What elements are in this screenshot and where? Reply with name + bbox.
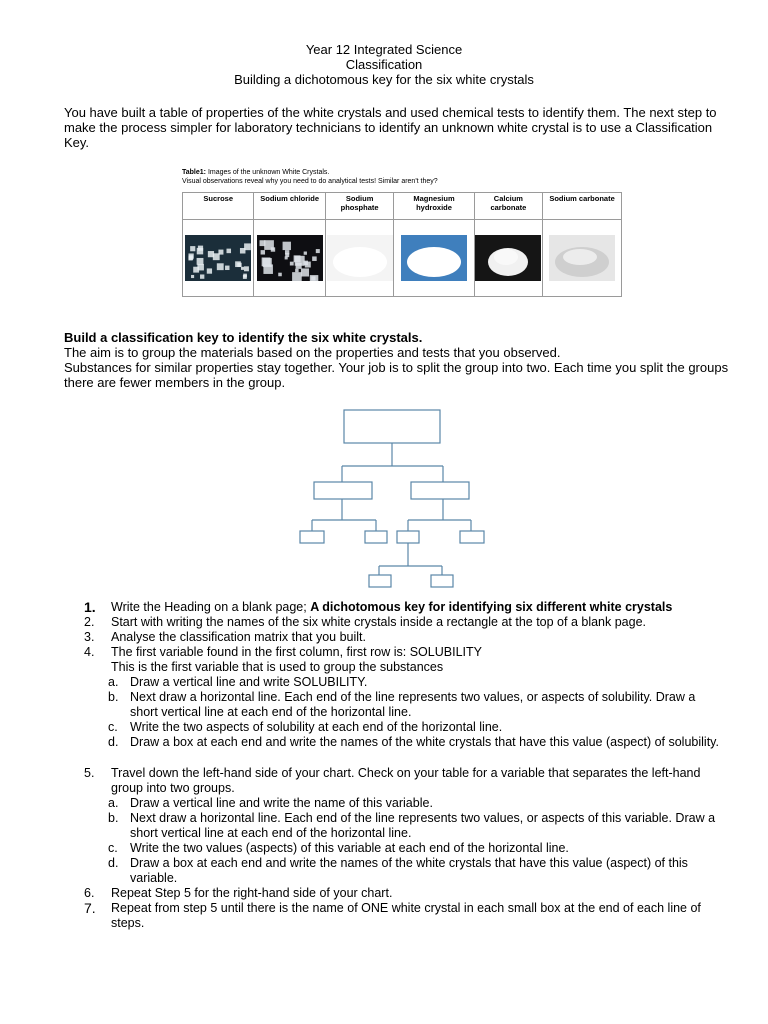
step-6-text: Repeat Step 5 for the right-hand side of your chart. — [111, 886, 393, 900]
crystal-grain — [303, 252, 306, 255]
level1-right-box — [411, 482, 469, 499]
crystal-table-figure — [182, 168, 625, 310]
step-5-text: Travel down the left-hand side of your chart. Check on your table for a variable that separates the left-hand group into two groups. — [111, 766, 701, 795]
step-4-text: The first variable found in the first column, first row is: SOLUBILITY — [111, 645, 482, 659]
crystal-grain — [260, 250, 264, 254]
step-1 — [84, 600, 724, 615]
section-title: Build a classification key to identify the six white crystals. — [64, 330, 423, 345]
leaf-box — [369, 575, 391, 587]
step-5d — [108, 856, 724, 886]
crystal-grain — [270, 247, 274, 251]
table-caption — [182, 168, 625, 186]
step-7-text: Repeat from step 5 until there is the name of ONE white crystal in each small box at the end of each line of steps. — [111, 901, 701, 930]
sub-letter: a. — [108, 675, 119, 689]
step-4 — [84, 645, 724, 660]
sub-text: Next draw a horizontal line. Each end of the line represents two values, or aspects of solubility. Draw a short vertical line at each end of the horizontal line. — [130, 690, 696, 719]
powder-highlight — [415, 249, 449, 265]
step-4d — [108, 735, 724, 750]
crystal-grain — [197, 258, 204, 265]
crystal-name-cell: Sucrose — [183, 193, 254, 220]
step-6 — [84, 886, 724, 901]
sub-text: Next draw a horizontal line. Each end of the line represents two values, or aspects of this variable. Draw a short vertical line at each end of the horizontal line. — [130, 811, 716, 840]
sodium-chloride-crystal-image — [257, 235, 323, 281]
table-caption-text: Images of the unknown White Crystals. — [206, 169, 330, 176]
crystal-grain — [191, 275, 194, 278]
sub-text: Draw a vertical line and write the name of this variable. — [130, 796, 433, 810]
section-instructions: Substances for similar properties stay together. Your job is to split the group into two. Each time you split the groups there are fewer members in the group. — [64, 360, 729, 390]
step-1-text: Write the Heading on a blank page; — [111, 600, 311, 614]
crystal-name-cell: Calcium carbonate — [474, 193, 542, 220]
crystal-grain — [200, 274, 204, 278]
crystal-grain — [292, 272, 302, 281]
crystal-grain — [225, 266, 229, 270]
crystal-grain — [295, 269, 298, 272]
step-4a — [108, 675, 724, 690]
leaf-box — [431, 575, 453, 587]
instruction-steps — [84, 600, 724, 931]
step-number: 7. — [84, 900, 96, 916]
crystal-grain — [244, 266, 249, 271]
sodium-phosphate-crystal-image — [327, 235, 393, 281]
crystal-grain — [294, 256, 304, 266]
step-number: 1. — [84, 599, 96, 615]
magnesium-hydroxide-crystal-image — [401, 235, 467, 281]
header-topic: Building a dichotomous key for the six white crystals — [234, 72, 534, 87]
crystal-grain — [285, 253, 289, 257]
step-4b — [108, 690, 724, 720]
step-7 — [84, 901, 724, 931]
sub-letter: d. — [108, 735, 119, 749]
crystal-grain — [301, 268, 309, 276]
step-number: 6. — [84, 886, 95, 900]
crystal-grain — [219, 250, 224, 255]
leaf-box — [460, 531, 484, 543]
step-number: 5. — [84, 766, 95, 780]
crystal-grain — [312, 256, 317, 261]
calcium-carbonate-crystal-image — [475, 235, 541, 281]
crystal-grain — [282, 242, 290, 250]
step-5 — [84, 766, 724, 796]
crystal-grain — [198, 264, 205, 271]
crystal-grain — [243, 275, 247, 279]
step-3 — [84, 630, 724, 645]
crystal-grain — [235, 261, 241, 267]
sub-letter: b. — [108, 811, 119, 825]
sodium-carbonate-crystal-image — [549, 235, 615, 281]
step-2-text: Start with writing the names of the six white crystals inside a rectangle at the top of a blank page. — [111, 615, 647, 629]
crystal-grain — [227, 249, 232, 254]
powder-highlight — [563, 249, 597, 265]
sub-text: Draw a box at each end and write the names of the white crystals that have this value (aspect) of solubility. — [130, 735, 719, 749]
root-box — [344, 410, 440, 443]
crystal-grain — [315, 249, 319, 253]
step-4-note: This is the first variable that is used to group the substances — [111, 660, 444, 674]
table-caption-line2: Visual observations reveal why you need to do analytical tests! Similar aren't they? — [182, 178, 438, 185]
sub-text: Draw a vertical line and write SOLUBILITY. — [130, 675, 368, 689]
leaf-box — [300, 531, 324, 543]
crystal-grain — [217, 263, 224, 270]
step-number: 4. — [84, 645, 95, 659]
crystal-grain — [190, 246, 195, 251]
crystal-grain — [290, 262, 294, 266]
crystal-name-cell: Sodium phosphate — [325, 193, 393, 220]
crystal-grain — [259, 240, 265, 246]
sub-letter: b. — [108, 690, 119, 704]
crystal-grain — [241, 267, 244, 270]
sub-text: Write the two values (aspects) of this variable at each end of the horizontal line. — [130, 841, 569, 855]
header-year: Year 12 Integrated Science — [305, 42, 463, 57]
crystal-name-cell: Magnesium hydroxide — [394, 193, 474, 220]
sucrose-crystal-image — [185, 235, 251, 281]
step-5c — [108, 841, 724, 856]
sub-text: Draw a box at each end and write the names of the white crystals that have this value (aspect) of this variable. — [130, 856, 688, 885]
step-5a — [108, 796, 724, 811]
intro-paragraph: You have built a table of properties of the white crystals and used chemical tests to identify them. The next step to make the process simpler for laboratory technicians to identify an unknown white crystal is to use a Classification Key. — [64, 105, 717, 150]
step-number: 3. — [84, 630, 95, 644]
document-header — [0, 42, 768, 87]
section-aim: The aim is to group the materials based on the properties and tests that you observed. — [64, 345, 561, 360]
level1-left-box — [314, 482, 372, 499]
crystal-grain — [240, 248, 246, 254]
crystal-grain — [309, 275, 317, 281]
crystal-names-row — [183, 193, 622, 220]
diagram-lines — [300, 410, 484, 587]
header-subject: Classification — [345, 57, 423, 72]
sub-letter: c. — [108, 720, 118, 734]
build-key-section — [64, 330, 734, 390]
crystal-grain — [198, 246, 203, 251]
leaf-box — [397, 531, 419, 543]
dichotomous-key-diagram — [290, 404, 500, 594]
leaf-box — [365, 531, 387, 543]
crystal-images-row — [183, 220, 622, 297]
step-number: 2. — [84, 615, 95, 629]
crystal-name-cell: Sodium carbonate — [543, 193, 622, 220]
crystal-grain — [263, 264, 273, 274]
crystal-table — [182, 192, 622, 297]
crystal-grain — [189, 255, 194, 260]
sub-letter: c. — [108, 841, 118, 855]
step-5b — [108, 811, 724, 841]
crystal-grain — [207, 268, 212, 273]
crystal-name-cell: Sodium chloride — [254, 193, 325, 220]
step-2 — [84, 615, 724, 630]
crystal-grain — [278, 273, 282, 277]
sub-letter: d. — [108, 856, 119, 870]
step-4c — [108, 720, 724, 735]
powder-highlight — [341, 249, 375, 265]
sub-letter: a. — [108, 796, 119, 810]
step-1-heading: A dichotomous key for identifying six different white crystals — [310, 600, 673, 614]
powder-highlight — [494, 249, 518, 265]
sub-text: Write the two aspects of solubility at each end of the horizontal line. — [130, 720, 503, 734]
table-caption-label: Table1: — [182, 169, 206, 176]
crystal-grain — [208, 251, 214, 257]
step-3-text: Analyse the classification matrix that you built. — [111, 630, 366, 644]
